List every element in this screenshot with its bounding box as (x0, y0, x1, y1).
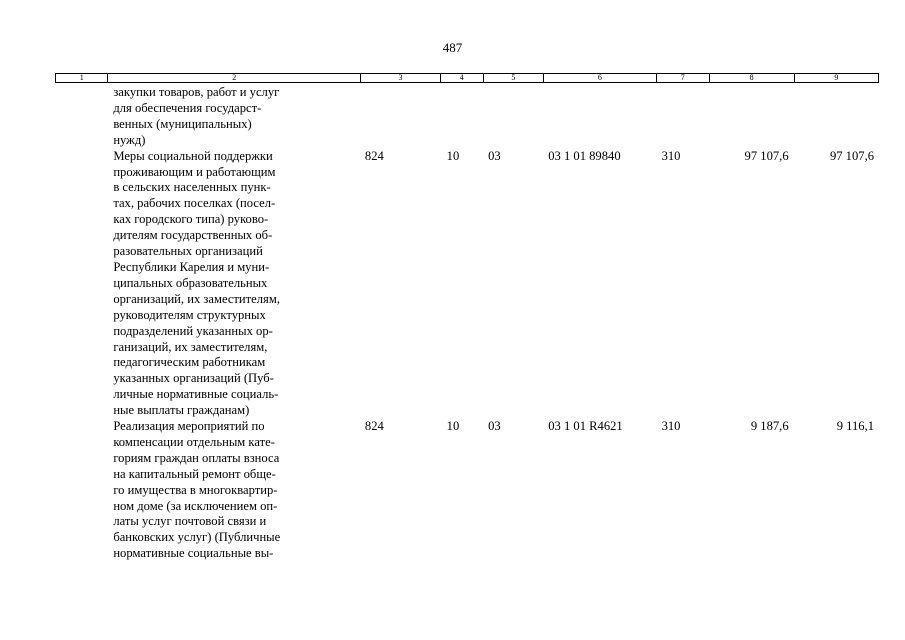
row-description (107, 149, 360, 419)
row-col3 (360, 85, 440, 149)
row-col8: 9 187,6 (750, 419, 789, 434)
column-header-6: 6 (544, 74, 657, 82)
description-line: нужд) (113, 132, 146, 147)
description-line: Республики Карелия и муни- (113, 259, 270, 274)
table-column-numbers-header (55, 73, 879, 83)
table-row (55, 149, 879, 419)
description-line: тах, рабочих поселках (посел- (113, 196, 276, 211)
column-header-7: 7 (657, 74, 709, 82)
row-col7: 310 (661, 419, 681, 434)
description-line: указанных организаций (Пуб- (113, 371, 274, 386)
column-header-8: 8 (710, 74, 795, 82)
row-col1 (55, 85, 107, 149)
description-line: разовательных организаций (113, 244, 263, 259)
row-col4 (440, 85, 483, 149)
description-line: латы услуг почтовой связи и (113, 514, 267, 529)
row-col8 (709, 85, 794, 149)
row-col9: 9 116,1 (836, 419, 875, 434)
column-header-2: 2 (108, 74, 361, 82)
row-col6: 03 1 01 R4621 (548, 419, 623, 434)
row-col9: 97 107,6 (829, 148, 875, 163)
column-header-1: 1 (56, 74, 108, 82)
description-line: дителям государственных об- (113, 228, 273, 243)
row-col4: 10 (446, 419, 460, 434)
table-row (55, 85, 879, 149)
column-header-3: 3 (361, 74, 441, 82)
description-line: ках городского типа) руково- (113, 212, 269, 227)
row-col1 (55, 149, 107, 419)
description-line: ном доме (за исключением оп- (113, 498, 278, 513)
description-line: личные нормативные социаль- (113, 387, 279, 402)
row-col5 (483, 85, 543, 149)
row-col3: 824 (364, 148, 384, 163)
row-col3: 824 (364, 419, 384, 434)
column-header-9: 9 (834, 73, 839, 82)
description-line: гориям граждан оплаты взноса (113, 450, 280, 465)
description-line: подразделений указанных ор- (113, 323, 273, 338)
description-line: ципальных образовательных (113, 275, 268, 290)
description-line: го имущества в многоквартир- (113, 482, 278, 497)
row-col1 (55, 419, 107, 562)
description-line: в сельских населенных пунк- (113, 180, 271, 195)
description-line: на капитальный ремонт обще- (113, 466, 276, 481)
description-line: закупки товаров, работ и услуг (113, 85, 280, 99)
row-col7: 310 (661, 148, 681, 163)
row-col9 (795, 85, 879, 149)
row-col4: 10 (446, 148, 460, 163)
description-line: Меры социальной поддержки (113, 148, 273, 163)
description-line: педагогическим работникам (113, 355, 266, 370)
row-col5: 03 (488, 148, 501, 163)
description-line: организаций, их заместителям, (113, 291, 280, 306)
page-number: 487 (442, 40, 463, 55)
row-col5: 03 (488, 419, 501, 434)
description-line: венных (муниципальных) (113, 116, 252, 131)
description-line: компенсации отдельным кате- (113, 434, 275, 449)
row-col8: 97 107,6 (744, 148, 789, 163)
description-line: руководителям структурных (113, 307, 266, 322)
table-row (55, 419, 879, 562)
description-line: банковских услуг) (Публичные (113, 530, 281, 545)
description-line: проживающим и работающим (113, 164, 276, 179)
row-col6 (543, 85, 656, 149)
description-line: ганизаций, их заместителям, (113, 339, 268, 354)
row-description (107, 85, 360, 149)
description-line: для обеспечения государст- (113, 100, 262, 115)
column-header-5: 5 (484, 74, 544, 82)
row-description (107, 419, 360, 562)
description-line: ные выплаты гражданам) (113, 403, 250, 418)
row-col6: 03 1 01 89840 (548, 148, 621, 163)
row-col7 (657, 85, 710, 149)
description-line: нормативные социальные вы- (113, 546, 274, 561)
column-header-4: 4 (441, 74, 484, 82)
table-body (55, 85, 879, 562)
description-line: Реализация мероприятий по (113, 419, 265, 434)
